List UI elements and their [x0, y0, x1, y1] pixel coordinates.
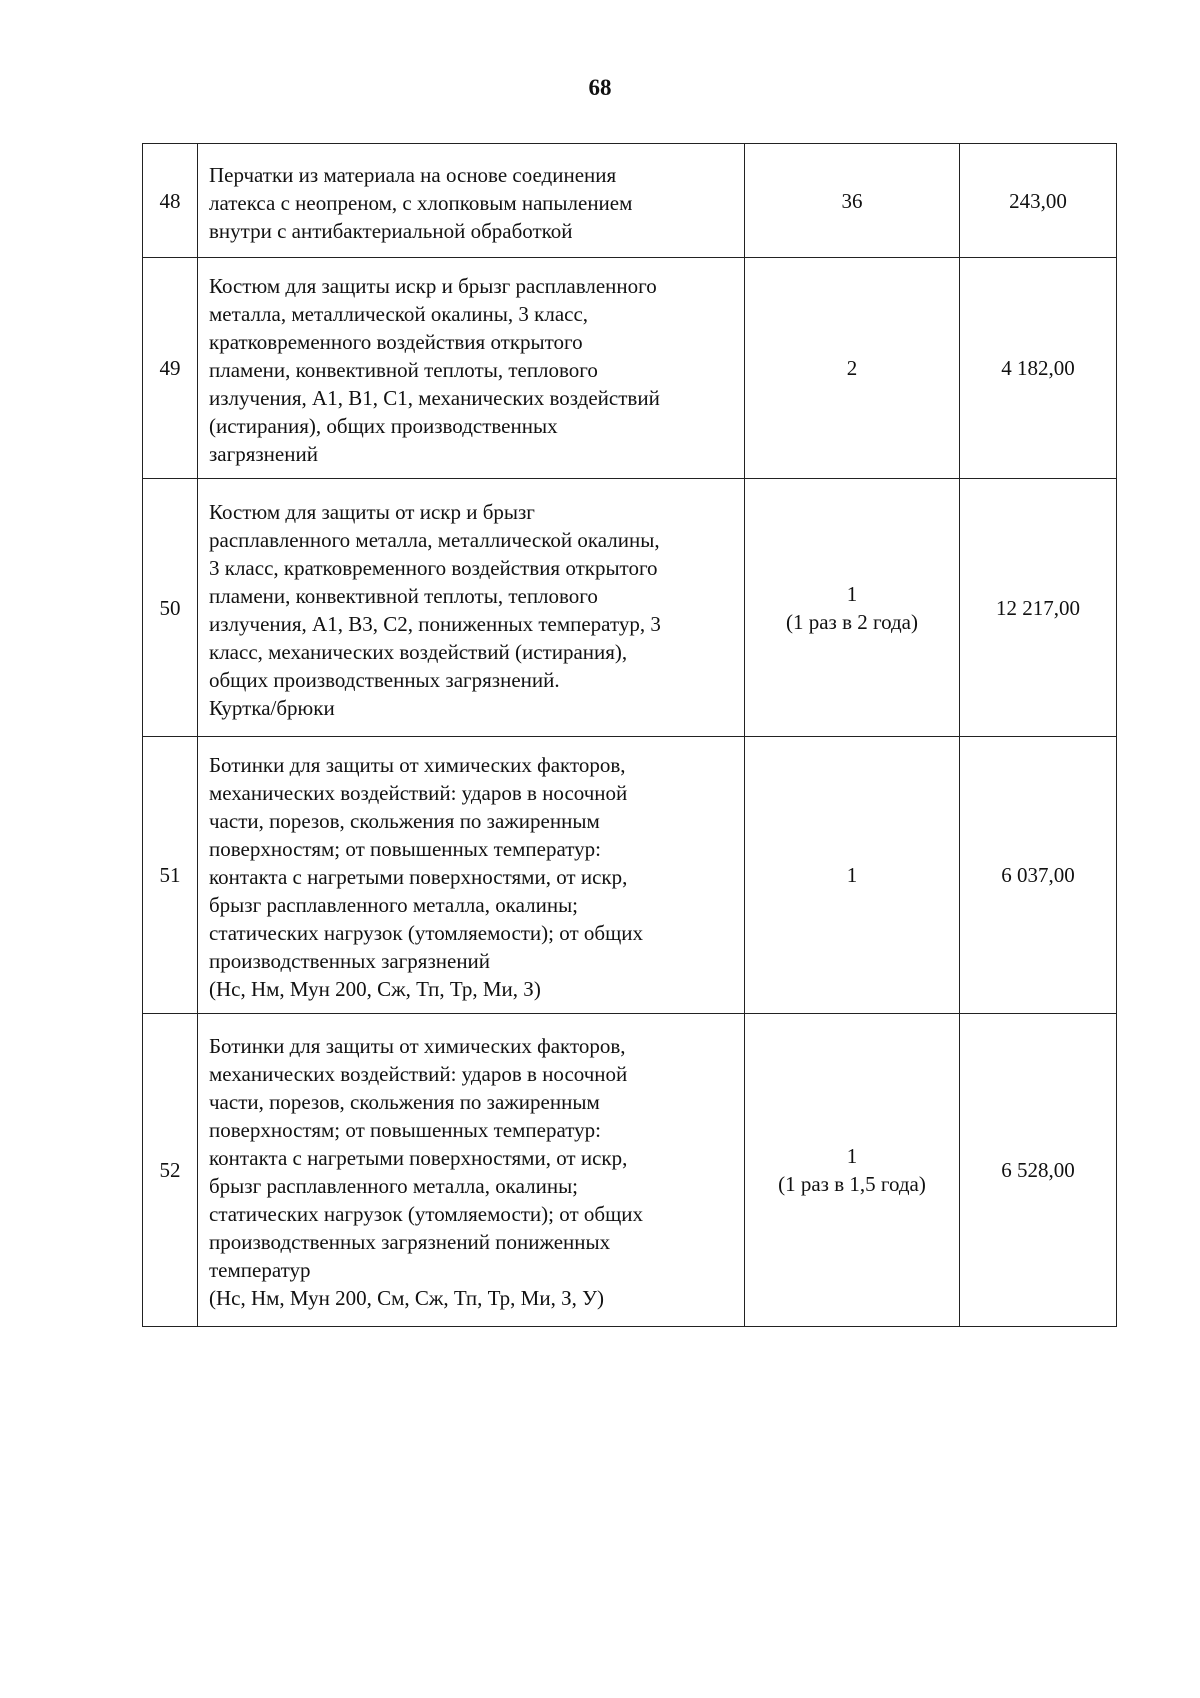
- table-row-48: [143, 144, 1117, 258]
- item-name-cell: [198, 258, 745, 479]
- item-quantity-line: 1: [846, 863, 858, 887]
- table-row-50: [143, 479, 1117, 737]
- item-name-line: пламени, конвективной теплоты, теплового: [209, 583, 598, 608]
- item-name-line: контакта с нагретыми поверхностями, от искр,: [209, 865, 628, 889]
- item-name-cell: [198, 144, 745, 258]
- item-quantity-line: 1: [846, 1144, 858, 1168]
- item-quantity-cell: [745, 479, 960, 737]
- item-name-line: класс, механических воздействий (истирания),: [209, 639, 628, 664]
- item-number-cell: 49: [143, 258, 198, 479]
- item-name-line: поверхностям; от повышенных температур:: [209, 1118, 601, 1142]
- item-name-line: латекса с неопреном, с хлопковым напылением: [209, 190, 633, 215]
- item-name-line: пламени, конвективной теплоты, теплового: [209, 358, 598, 382]
- item-name-line: статических нагрузок (утомляемости); от общих: [209, 921, 643, 945]
- item-quantity-cell: [745, 258, 960, 479]
- item-name-line: Куртка/брюки: [209, 695, 335, 720]
- item-name-line: части, порезов, скольжения по зажиренным: [209, 1090, 600, 1114]
- table-row-52: [143, 1014, 1117, 1327]
- table-row-51: [143, 737, 1117, 1014]
- item-name-line: Костюм для защиты от искр и брызг: [209, 499, 535, 524]
- item-name-line: Костюм для защиты искр и брызг расплавленного: [209, 274, 657, 298]
- item-name-line: контакта с нагретыми поверхностями, от искр,: [209, 1146, 628, 1170]
- item-name-line: (истирания), общих производственных: [209, 414, 558, 438]
- item-quantity-line: 36: [841, 188, 863, 213]
- item-name-line: Ботинки для защиты от химических факторов,: [209, 1034, 626, 1058]
- item-frequency-line: (1 раз в 2 года): [785, 609, 918, 634]
- item-name-line: кратковременного воздействия открытого: [209, 330, 583, 354]
- item-name-line: брызг расплавленного металла, окалины;: [209, 1174, 579, 1198]
- item-name-line: (Нс, Нм, Мун 200, Сж, Тп, Тр, Ми, З): [209, 977, 541, 1001]
- item-name-cell: [198, 1014, 745, 1327]
- item-name-line: Перчатки из материала на основе соединения: [209, 162, 617, 187]
- item-name-line: брызг расплавленного металла, окалины;: [209, 893, 579, 917]
- item-name-line: излучения, А1, В3, С2, пониженных температур, 3: [209, 611, 661, 636]
- item-name-line: загрязнений: [209, 442, 318, 466]
- item-number-cell: 48: [143, 144, 198, 258]
- item-name-line: расплавленного металла, металлической окалины,: [209, 527, 660, 552]
- item-quantity-line: 2: [846, 356, 858, 380]
- item-number-cell: 52: [143, 1014, 198, 1327]
- item-name-line: общих производственных загрязнений.: [209, 667, 560, 692]
- item-price-cell: 4 182,00: [960, 258, 1117, 479]
- item-name-line: излучения, А1, В1, С1, механических воздействий: [209, 386, 660, 410]
- item-quantity-cell: [745, 1014, 960, 1327]
- ppe-items-table: [142, 143, 1117, 1327]
- item-frequency-line: (1 раз в 1,5 года): [778, 1172, 926, 1196]
- item-name-line: температур: [209, 1258, 311, 1282]
- item-name-line: поверхностям; от повышенных температур:: [209, 837, 601, 861]
- item-name-line: механических воздействий: ударов в носочной: [209, 781, 628, 805]
- item-name-line: производственных загрязнений пониженных: [209, 1230, 611, 1254]
- item-number-cell: 50: [143, 479, 198, 737]
- item-name-cell: [198, 737, 745, 1014]
- item-quantity-cell: [745, 144, 960, 258]
- item-quantity-cell: [745, 737, 960, 1014]
- item-name-line: статических нагрузок (утомляемости); от общих: [209, 1202, 643, 1226]
- page-number: 68: [588, 75, 612, 100]
- item-name-line: 3 класс, кратковременного воздействия открытого: [209, 555, 658, 580]
- item-name-line: части, порезов, скольжения по зажиренным: [209, 809, 600, 833]
- item-quantity-line: 1: [846, 581, 858, 606]
- item-price-cell: 12 217,00: [960, 479, 1117, 737]
- item-name-line: Ботинки для защиты от химических факторов,: [209, 753, 626, 777]
- item-price-cell: 6 037,00: [960, 737, 1117, 1014]
- item-name-line: механических воздействий: ударов в носочной: [209, 1062, 628, 1086]
- item-price-cell: 6 528,00: [960, 1014, 1117, 1327]
- item-name-line: (Нс, Нм, Мун 200, См, Сж, Тп, Тр, Ми, З, У): [209, 1286, 604, 1310]
- item-name-line: внутри с антибактериальной обработкой: [209, 218, 573, 243]
- item-name-cell: [198, 479, 745, 737]
- item-number-cell: 51: [143, 737, 198, 1014]
- item-name-line: металла, металлической окалины, 3 класс,: [209, 302, 589, 326]
- table-row-49: [143, 258, 1117, 479]
- item-name-line: производственных загрязнений: [209, 949, 491, 973]
- item-price-cell: 243,00: [960, 144, 1117, 258]
